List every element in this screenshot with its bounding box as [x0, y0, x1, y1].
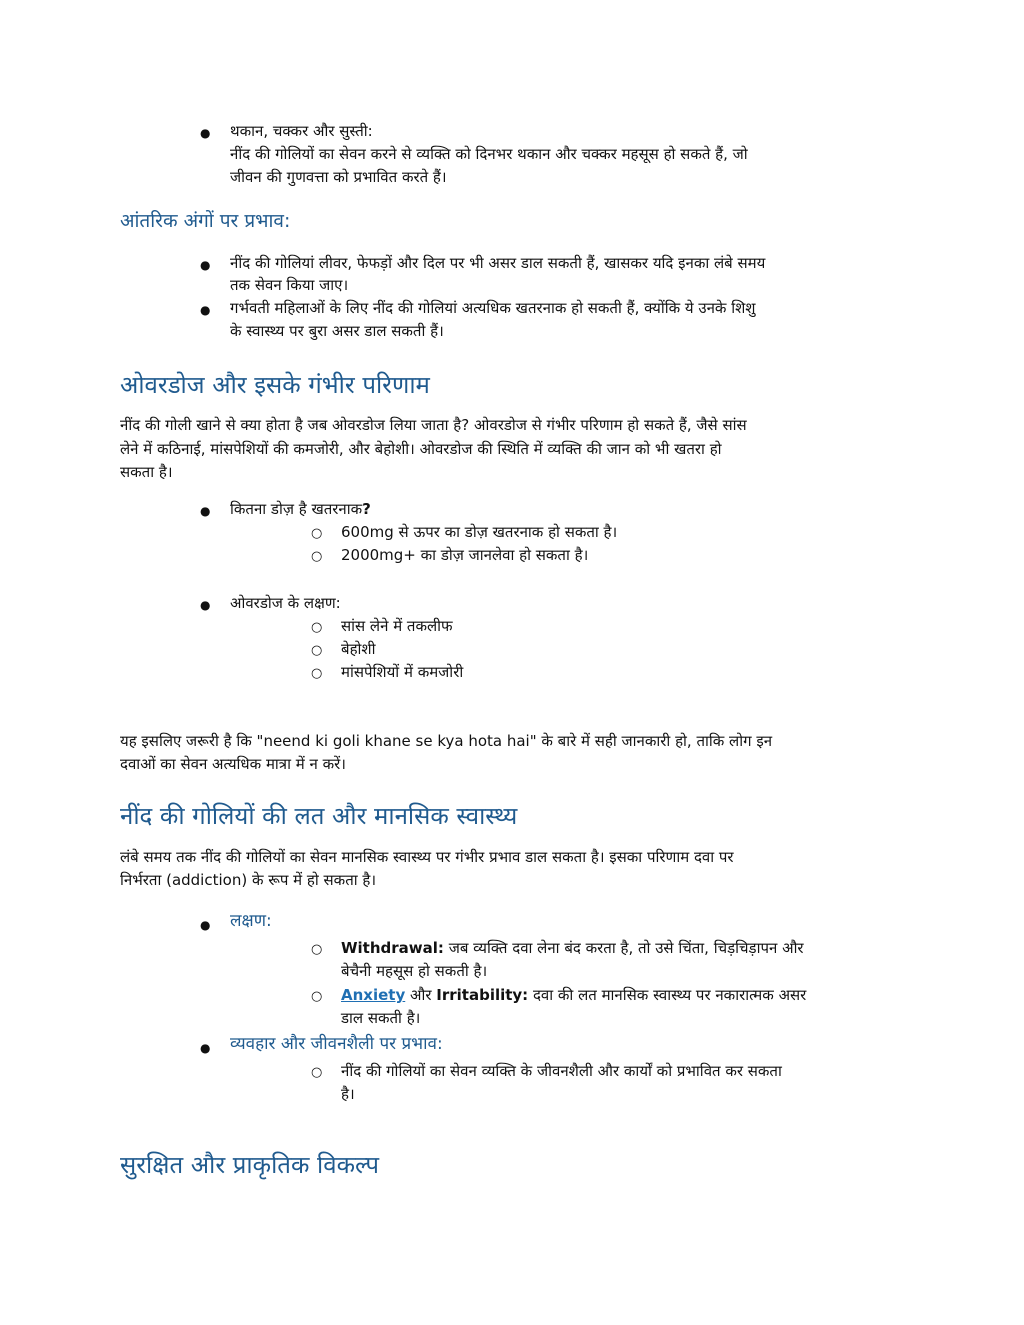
lifestyle-line-1: नींद की गोलियों का सेवन व्यक्ति के जीवनशैली और कार्यों को प्रभावित कर सकता — [341, 1062, 782, 1080]
anxiety-line-1 — [341, 984, 806, 1007]
bullet-icon: ● — [200, 258, 211, 272]
sub-bullet-icon: ○ — [311, 942, 323, 957]
lifestyle-line-2: है। — [341, 1085, 355, 1103]
addiction-symptoms-heading: लक्षण: — [230, 911, 272, 931]
withdrawal-line-1 — [341, 937, 804, 960]
withdrawal-label: Withdrawal: — [341, 939, 444, 957]
addiction-para-line-1: लंबे समय तक नींद की गोलियों का सेवन मानसिक स्वास्थ्य पर गंभीर प्रभाव डाल सकता है। इसका परिणाम दवा पर — [120, 848, 734, 866]
sub-bullet-icon: ○ — [311, 643, 323, 658]
bullet-icon: ● — [200, 918, 211, 932]
addiction-para-line-2: निर्भरता (addiction) के रूप में हो सकता है। — [120, 871, 377, 889]
fatigue-title: थकान, चक्कर और सुस्ती: — [230, 122, 373, 140]
bullet-icon: ● — [200, 126, 211, 140]
note-part-1: यह इसलिए जरूरी है कि — [120, 732, 257, 750]
dose-item: 600mg से ऊपर का डोज़ खतरनाक हो सकता है। — [341, 523, 618, 541]
bullet-icon: ● — [200, 598, 211, 612]
overdose-heading: ओवरडोज और इसके गंभीर परिणाम — [120, 371, 430, 399]
internal-bullet-2-line-1: गर्भवती महिलाओं के लिए नींद की गोलियां अत्यधिक खतरनाक हो सकती हैं, क्योंकि ये उनके शिशु — [230, 299, 756, 317]
dose-title-text: कितना डोज़ है खतरनाक — [230, 500, 363, 518]
fatigue-line-2: जीवन की गुणवत्ता को प्रभावित करते हैं। — [230, 168, 447, 186]
dose-question-mark: ? — [362, 500, 371, 518]
bullet-icon: ● — [200, 303, 211, 317]
sub-bullet-icon: ○ — [311, 1065, 323, 1080]
note-part-2: के बारे में सही जानकारी हो, ताकि लोग इन — [536, 732, 773, 750]
irritability-label: Irritability: — [436, 986, 529, 1004]
addiction-heading: नींद की गोलियों की लत और मानसिक स्वास्थ्य — [120, 802, 518, 830]
sub-bullet-icon: ○ — [311, 666, 323, 681]
lifestyle-heading: व्यवहार और जीवनशैली पर प्रभाव: — [230, 1034, 443, 1054]
dose-title — [230, 498, 371, 521]
internal-organs-heading: आंतरिक अंगों पर प्रभाव: — [120, 210, 291, 232]
internal-bullet-1-line-1: नींद की गोलियां लीवर, फेफड़ों और दिल पर भी असर डाल सकती हैं, खासकर यदि इनका लंबे समय — [230, 254, 766, 272]
symptom-item: बेहोशी — [341, 640, 376, 658]
sub-bullet-icon: ○ — [311, 620, 323, 635]
withdrawal-line-2: बेचैनी महसूस हो सकती है। — [341, 962, 488, 980]
fatigue-line-1: नींद की गोलियों का सेवन करने से व्यक्ति को दिनभर थकान और चक्कर महसूस हो सकते हैं, जो — [230, 145, 748, 163]
and-word: और — [405, 986, 437, 1004]
internal-bullet-1-line-2: तक सेवन किया जाए। — [230, 276, 349, 294]
anxiety-line-2: डाल सकती है। — [341, 1009, 421, 1027]
bullet-icon: ● — [200, 504, 211, 518]
sub-bullet-icon: ○ — [311, 526, 323, 541]
sub-bullet-icon: ○ — [311, 549, 323, 564]
overdose-para-line-1: नींद की गोली खाने से क्या होता है जब ओवरडोज लिया जाता है? ओवरडोज से गंभीर परिणाम हो सकते हैं, जैसे सांस — [120, 416, 747, 434]
anxiety-link[interactable]: Anxiety — [341, 986, 406, 1004]
bullet-icon: ● — [200, 1041, 211, 1055]
sub-bullet-icon: ○ — [311, 989, 323, 1004]
overdose-para-line-3: सकता है। — [120, 463, 173, 481]
alternatives-heading: सुरक्षित और प्राकृतिक विकल्प — [120, 1151, 379, 1179]
dose-item: 2000mg+ का डोज़ जानलेवा हो सकता है। — [341, 546, 589, 564]
overdose-para-line-2: लेने में कठिनाई, मांसपेशियों की कमजोरी, और बेहोशी। ओवरडोज की स्थिति में व्यक्ति की जान को भी खतरा हो — [120, 440, 722, 458]
overdose-symptoms-title: ओवरडोज के लक्षण: — [230, 594, 341, 612]
internal-bullet-2-line-2: के स्वास्थ्य पर बुरा असर डाल सकती हैं। — [230, 322, 444, 340]
symptom-item: सांस लेने में तकलीफ — [341, 617, 453, 635]
overdose-note-line-1 — [120, 730, 904, 753]
note-keyword: "neend ki goli khane se kya hota hai" — [256, 732, 537, 750]
irritability-text: दवा की लत मानसिक स्वास्थ्य पर नकारात्मक असर — [528, 986, 807, 1004]
symptom-item: मांसपेशियों में कमजोरी — [341, 663, 464, 681]
overdose-note-line-2: दवाओं का सेवन अत्यधिक मात्रा में न करें। — [120, 755, 346, 773]
withdrawal-text: जब व्यक्ति दवा लेना बंद करता है, तो उसे चिंता, चिड़चिड़ापन और — [443, 939, 804, 957]
